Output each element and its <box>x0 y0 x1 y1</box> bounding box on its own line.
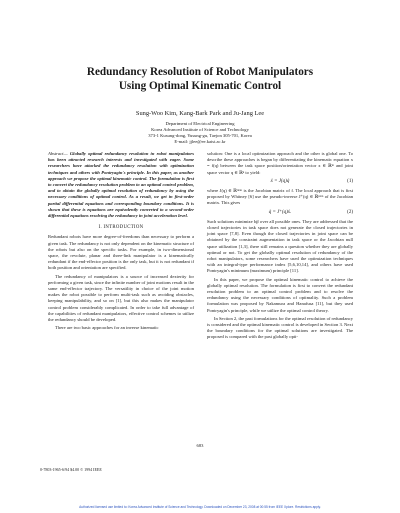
right-column <box>207 151 353 343</box>
equation-2-number: (2) <box>347 209 353 215</box>
intro-paragraph-3: There are two basic approaches for an inverse kinematic <box>55 325 159 331</box>
abstract <box>48 151 194 219</box>
affiliation-address: 373-1 Kusung-dong, Yusung-gu, Taejon 305-701, Korea <box>148 133 252 138</box>
equation-2 <box>207 210 353 216</box>
right-paragraph-4: In this paper, we propose the optimal kinematic control to achieve the globally optimal resolution. The formulation is first to convert the redundant resolution problem to an optimal control problem and to resolve the redundancy using the necessary conditions of optimality. Such a problem formulation was proposed by Nakamura and Hanafusa [11], but they used Pontryagin's principle, while we utilize the optimal control theory. <box>207 276 353 313</box>
intro-paragraph-1: Redundant robots have more degree-of-freedoms than necessary to perform a given task. The redundancy is not only dependent on the kinematic structure of the robots but also on the specific tasks. For example, in two-dimensional space, the revolute, planar and three-link manipulator is a kinematically redundant if the end-effector position is the only task, but it is not redundant if both position and orientation are specified. <box>48 234 194 271</box>
affiliation-email: E-mail: jjlee@ee.kaist.ac.kr <box>174 139 226 144</box>
download-footer: Authorized licensed use limited to: Korea Advanced Institute of Science and Technology. Downloaded on December 23, 2008 at 00:55 from IEEE Xplore. Restrictions apply. <box>79 505 321 509</box>
abstract-text: Globally optimal redundancy resolution in robot manipulators has been attracted research interests and investigated with eager. Some researchers have attacked the redundancy resolution with optimization techniques and others with Pontryagin's principle. In this paper, as another approach we propose the optimal kinematic control. The formulation is first to convert the redundancy resolution problem to an optimal control problem, and to obtain the globally optimal resolution of redundancy by using the necessary conditions of optimal control. As a result, we get in first-order partial differential equations and corresponding boundary conditions. It is shown that these is equations are equivalently converted to a second-order differential equations resolving the redundancy in joint acceleration level. <box>48 151 194 219</box>
affiliation-department: Department of Electrical Engineering <box>165 121 235 126</box>
affiliation-institute: Korea Advanced Institute of Science and Technology <box>151 127 249 132</box>
equation-2-body: q̇ = J⁺(q)ẋ. <box>268 209 292 215</box>
right-paragraph-1: solution: One is a local optimization approach and the other is global one. To describe these approaches is began by differentiating the kinematic equation x = f(q) between the task space position/orientation vector x ∈ ℝᵐ and joint space vector q ∈ ℝⁿ to yield: <box>207 151 353 175</box>
author-list: Sung-Woo Kim, Kang-Bark Park and Ju-Jang Lee <box>135 110 265 117</box>
section-heading-introduction: I. INTRODUCTION <box>98 225 144 231</box>
right-paragraph-3: Such solutions minimize ‖q̇‖ over all possible ones. They are addressed that the closed trajectories in task space does not generate the closed trajectories in joint space [7,8]. Even though the closed trajectories in joint space can be obtained by the constraint augmentation in task space or the Jacobian null space utilization [1,3], there still remains a question whether they are globally optimal or not. To get the globally optimal resolution of redundancy of the robot manipulators, some researchers have used the optimization techniques with an integral-type performance index [5,6,10,14], and others have used Pontryagin's minimum (maximum) principle [11]. <box>207 218 353 274</box>
equation-1 <box>207 179 353 185</box>
equation-1-number: (1) <box>347 178 353 184</box>
intro-paragraph-2: The redundancy of manipulators is a source of increased dexterity for performing a given task, since the infinite number of joint motions result in the same end-effector trajectory. The versatility in choice of the joint motion makes the robot possible to perform multi-task such as avoiding obstacles, keeping manipulability, and so on [1], but this also makes the manipulator control problem considerably complicated. In order to take full advantage of the capabilities of redundant manipulators, effective control schemes to utilize the redundancy should be developed. <box>48 273 194 323</box>
right-paragraph-5: In Section 2, the past formulations for the optimal resolution of redundancy is considered and the optimal kinematic control is developed in Section 3. Next the boundary conditions for the optimal solutions are investigated. The proposed is compared with the past globally opti- <box>207 315 353 340</box>
paper-title-line-2: Using Optimal Kinematic Control <box>118 80 282 92</box>
paper-title-line-1: Redundancy Resolution of Robot Manipulators <box>86 66 314 78</box>
page-number: 683 <box>196 443 204 448</box>
equation-1-body: ẋ = J(q)q̇ <box>270 178 290 184</box>
left-column <box>48 151 194 333</box>
copyright-notice: 0-7803-1965-6/94 $4.00 © 1994 IEEE <box>40 467 102 472</box>
abstract-label: Abstract— <box>48 151 68 156</box>
right-paragraph-2: where J(q) ∈ ℝᵐˣⁿ is the Jacobian matrix of f. The local approach that is first proposed by Whitney [6] use the pseudo-inverse J⁺(q) ∈ ℝⁿˣᵐ of the Jacobian matrix. This gives <box>207 188 353 206</box>
